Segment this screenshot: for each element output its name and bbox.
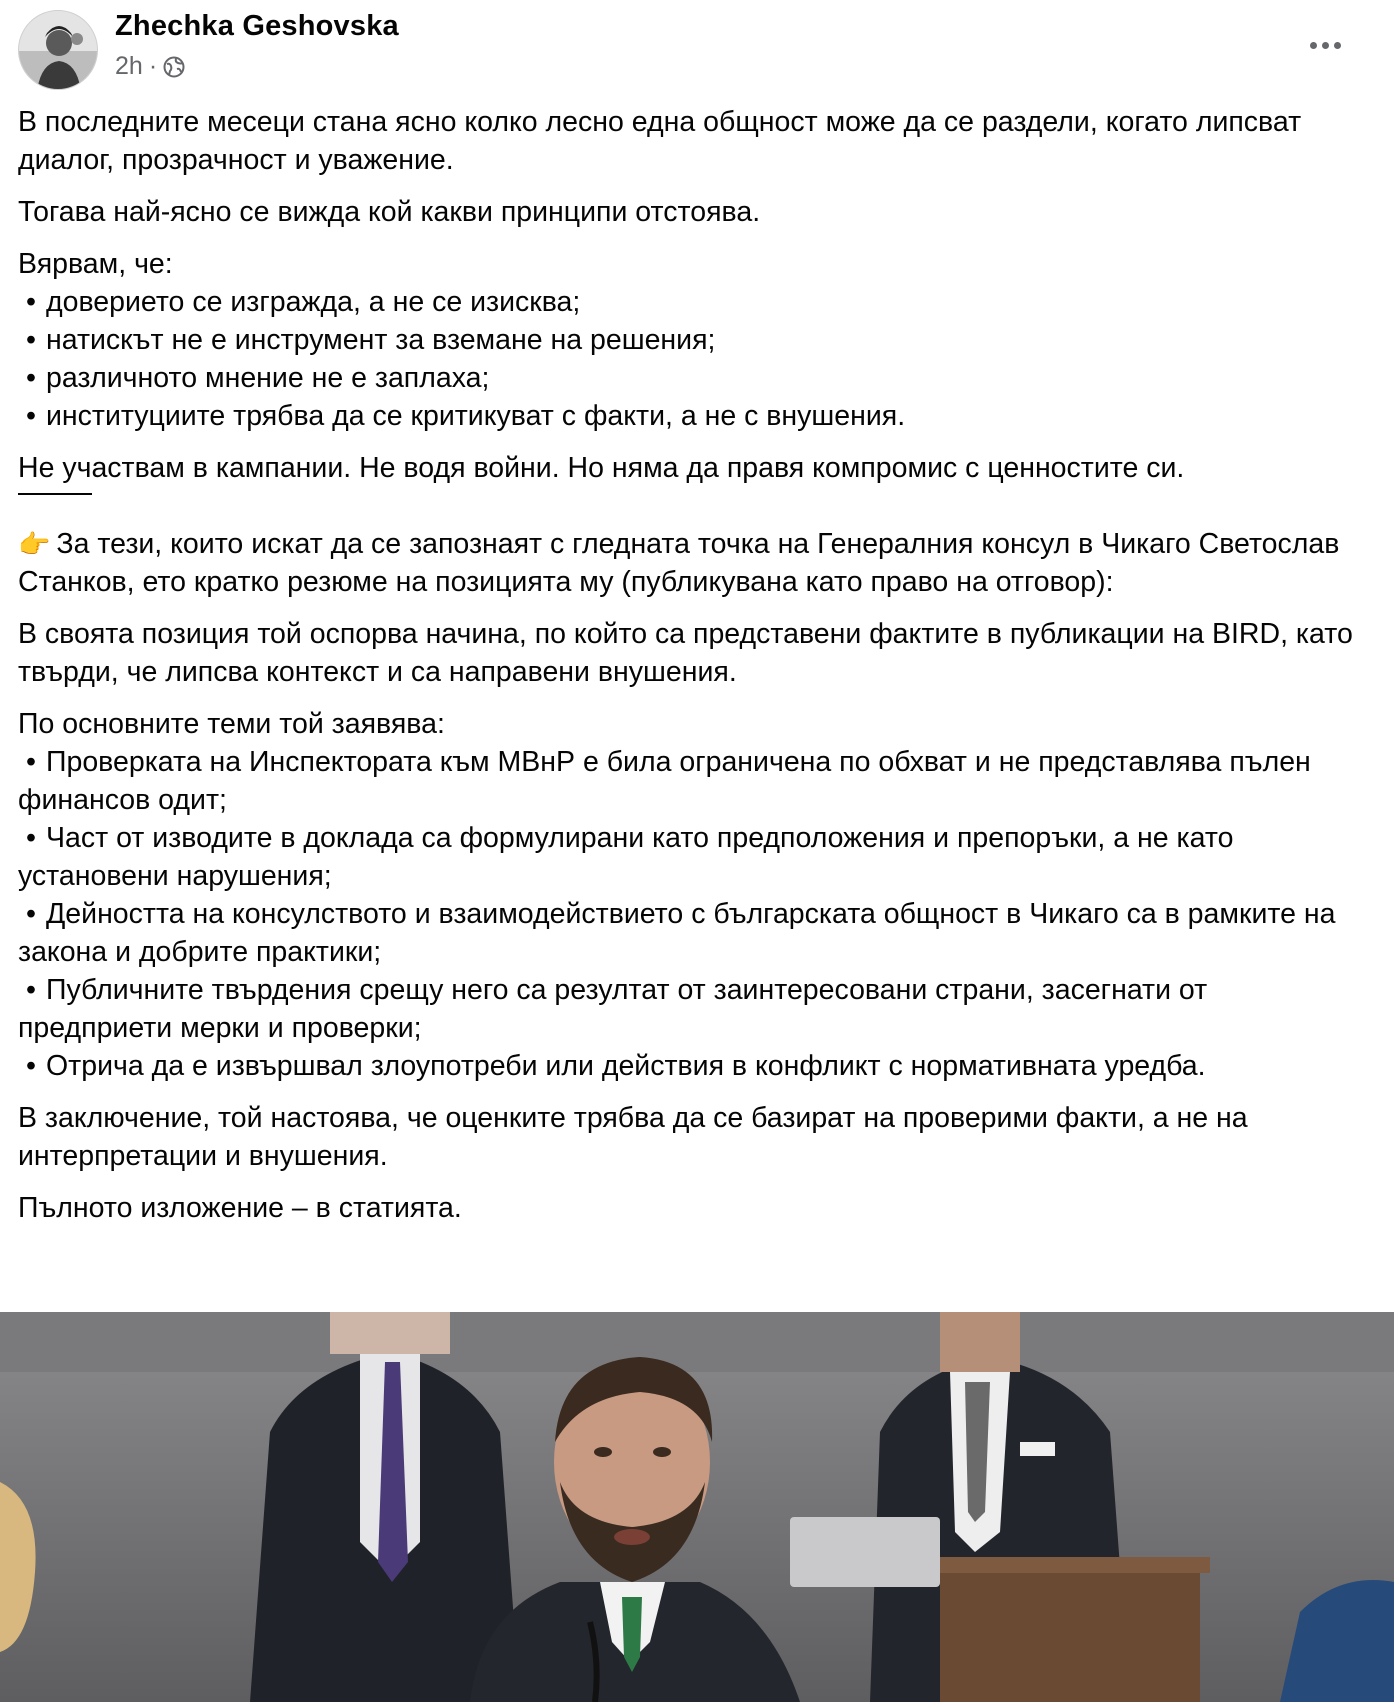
avatar[interactable]	[18, 10, 98, 90]
list-item: • натискът не е инструмент за вземане на решения;	[18, 321, 1368, 359]
speaker-photo	[0, 1312, 1394, 1702]
more-options-icon[interactable]	[1302, 28, 1348, 62]
post-meta	[115, 52, 185, 81]
paragraph: Пълното изложение – в статията.	[18, 1192, 462, 1224]
post-header	[0, 0, 1394, 95]
author-name[interactable]: Zhechka Geshovska	[115, 10, 399, 42]
globe-icon[interactable]	[163, 56, 185, 78]
paragraph-intro: Вярвам, че:	[18, 248, 173, 280]
paragraph: В последните месеци стана ясно колко лесно една общност може да се раздели, когато липсват диалог, прозрачност и уважение.	[18, 106, 1302, 176]
paragraph: Не участвам в кампании. Не водя войни. Но няма да правя компромис с ценностите си.	[18, 452, 1185, 484]
list-item: • Отрича да е извършвал злоупотреби или действия в конфликт с нормативната уредба.	[18, 1047, 1368, 1085]
divider	[18, 493, 92, 495]
post-time[interactable]: 2h	[115, 52, 143, 80]
paragraph: В своята позиция той оспорва начина, по който са представени фактите в публикации на BIRD, като твърди, че липсва контекст и са направени внушения.	[18, 618, 1353, 688]
paragraph-intro: По основните теми той заявява:	[18, 708, 445, 740]
list-item: • институциите трябва да се критикуват с факти, а не с внушения.	[18, 397, 1368, 435]
avatar-image	[19, 11, 98, 90]
list-item: • Проверката на Инспектората към МВнР е била ограничена по обхват и не представлява пълен финансов одит;	[18, 743, 1368, 819]
list-item: • Част от изводите в доклада са формулирани като предположения и препоръки, а не като установени нарушения;	[18, 819, 1368, 895]
claims-block	[18, 705, 1368, 1085]
post-image[interactable]	[0, 1312, 1394, 1702]
post-body	[18, 103, 1368, 1241]
list-item: • доверието се изгражда, а не се изисква;	[18, 283, 1368, 321]
pointing-hand-icon: 👉	[18, 529, 51, 559]
paragraph: Тогава най-ясно се вижда кой какви принципи отстоява.	[18, 196, 761, 228]
list-item: • Публичните твърдения срещу него са резултат от заинтересовани страни, засегнати от предприети мерки и проверки;	[18, 971, 1368, 1047]
paragraph: В заключение, той настоява, че оценките трябва да се базират на проверими факти, а не на интерпретации и внушения.	[18, 1102, 1248, 1172]
paragraph: 👉 За тези, които искат да се запознаят с гледната точка на Генералния консул в Чикаго Светослав Станков, ето кратко резюме на позицията му (публикувана като право на отговор):	[18, 525, 1368, 601]
list-item: • Дейността на консулството и взаимодействието с българската общност в Чикаго са в рамките на закона и добрите практики;	[18, 895, 1368, 971]
list-item: • различното мнение не е заплаха;	[18, 359, 1368, 397]
meta-separator: ·	[148, 52, 158, 80]
beliefs-block	[18, 245, 1368, 435]
